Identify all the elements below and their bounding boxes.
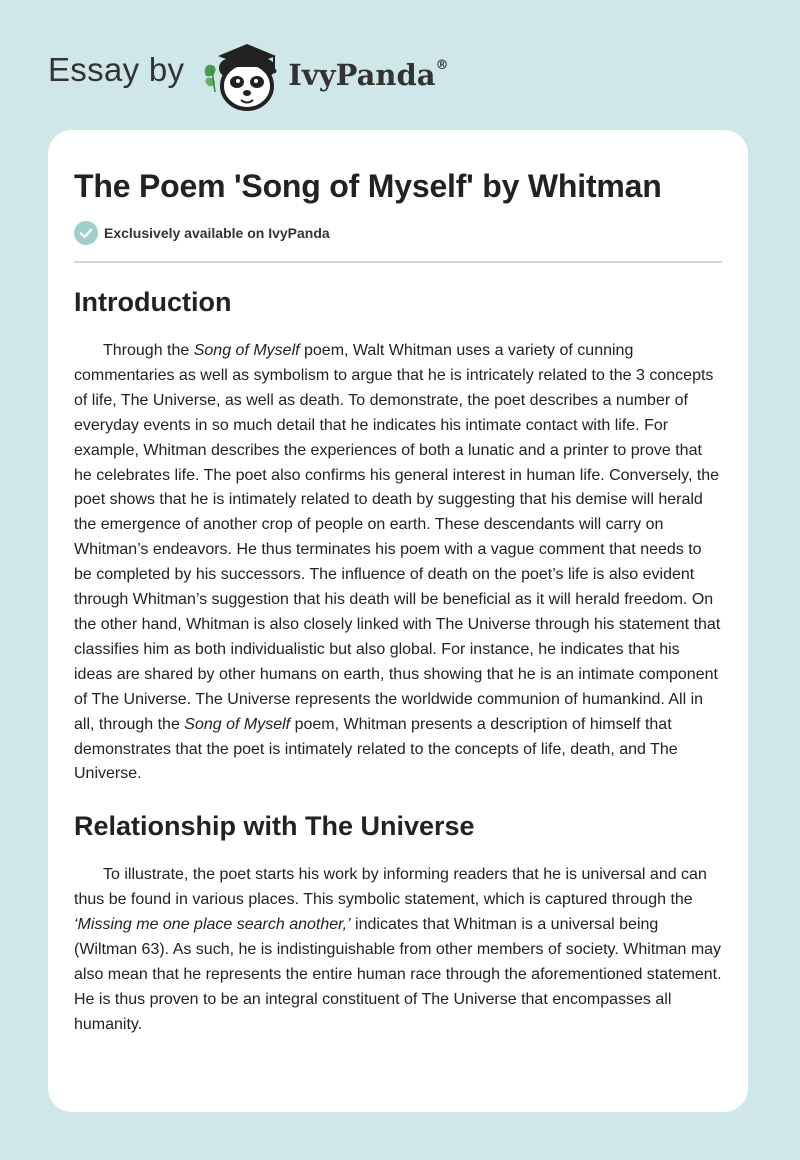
essay-card: [48, 130, 748, 1112]
paragraph: Through the Song of Myself poem, Walt Whitman uses a variety of cunning commentaries as well as symbolism to argue that he is intricately related to the 3 concepts of life, The Universe, as well as death. To demonstrate, the poet describes a number of everyday events in so much detail that he indicates his intimate contact with life. For example, Whitman describes the experiences of both a lunatic and a printer to prove that he celebrates life. The poet also confirms his general interest in human life. Conversely, the poet shows that he is intimately related to death by suggesting that his demise will herald the emergence of another crop of people on earth. These descendants will carry on Whitman’s endeavors. He thus terminates his poem with a vague comment that needs to be completed by his successors. The influence of death on the poet’s life is also evident through Whitman’s suggestion that his death will be beneficial as it will herald freedom. On the other hand, Whitman is also closely linked with The Universe through his statement that classifies him as both individualistic but also global. For instance, he indicates that his ideas are shared by other humans on earth, thus showing that he is an intimate component of The Universe. The Universe represents the worldwide communion of humankind. All in all, through the Song of Myself poem, Whitman presents a description of himself that demonstrates that the poet is intimately related to the concepts of life, death, and The Universe.: [74, 342, 721, 783]
check-circle-icon: [74, 221, 98, 245]
section-heading: Introduction: [74, 287, 232, 317]
brand-logo-link[interactable]: [200, 34, 448, 114]
paragraph: To illustrate, the poet starts his work by informing readers that he is universal and can thus be found in various places. This symbolic statement, which is captured through the ‘Missing me one place search another,’ indicates that Whitman is a universal being (Wiltman 63). As such, he is indistinguishable from other members of society. Whitman may also mean that he represents the entire human race through the aforementioned statement. He is thus proven to be an integral constituent of The Universe that encompasses all humanity.: [74, 866, 722, 1033]
section-relationship-universe: [74, 809, 722, 1037]
emphasis: Song of Myself: [193, 342, 300, 359]
page-title: The Poem 'Song of Myself' by Whitman: [74, 168, 662, 204]
emphasis: ‘Missing me one place search another,’: [74, 916, 351, 934]
brand-prefix: Essay by: [48, 51, 185, 88]
brand-name: IvyPanda®: [288, 58, 449, 92]
registered-mark: ®: [435, 58, 449, 73]
badge-label: Exclusively available on IvyPanda: [104, 225, 330, 241]
title-divider: [74, 261, 722, 263]
panda-logo-icon: [200, 34, 284, 114]
section-heading: Relationship with The Universe: [74, 811, 475, 842]
section-introduction: [74, 285, 722, 787]
emphasis: Song of Myself: [184, 715, 291, 733]
exclusive-badge: [74, 220, 722, 246]
site-header: [48, 34, 449, 114]
